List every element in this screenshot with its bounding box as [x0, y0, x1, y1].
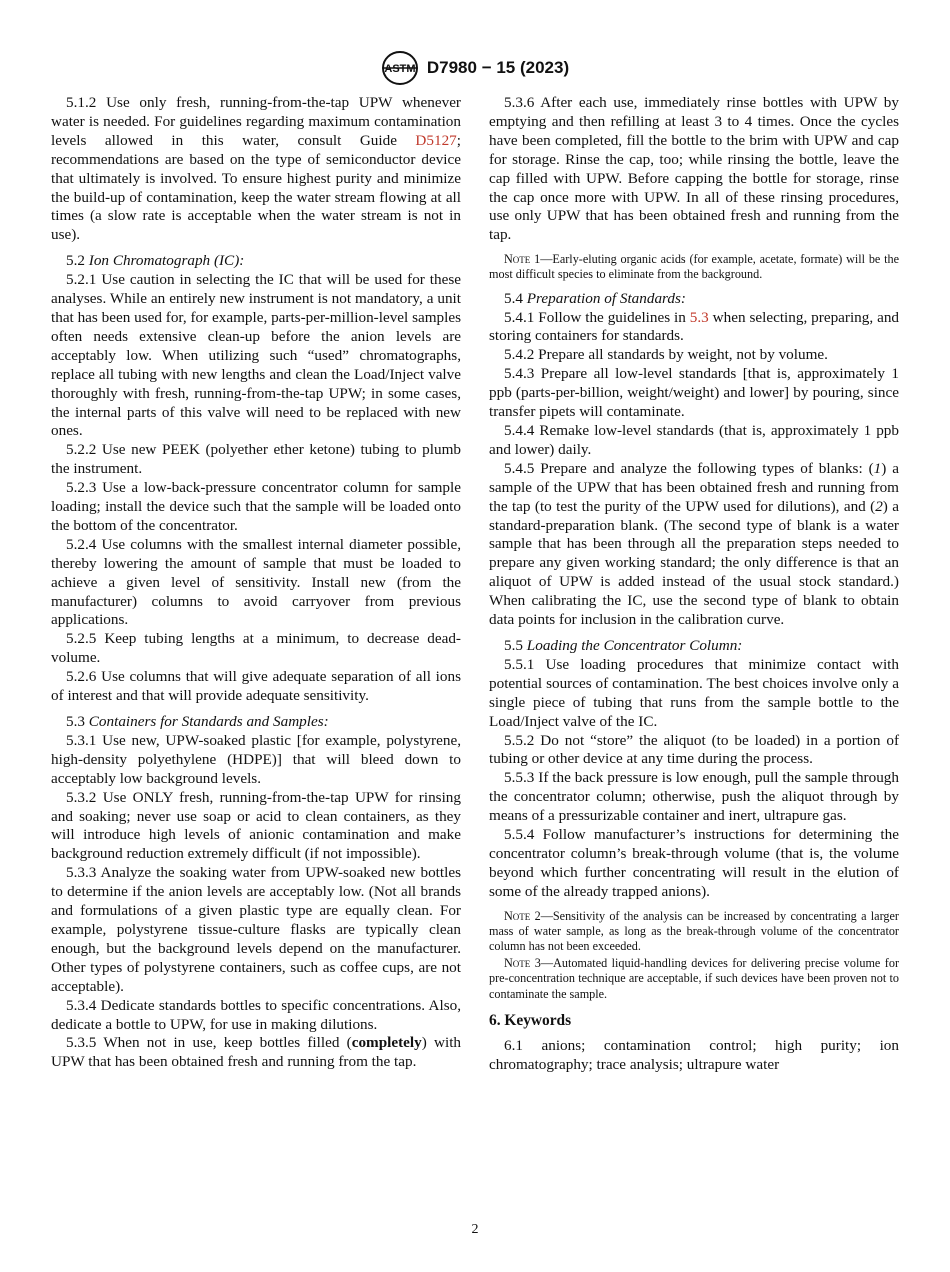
note-2: Note 2—Sensitivity of the analysis can be increased by concentrating a larger mass of water sample, as long as the break-through volume of the concentrator column has not been exceeded. [489, 908, 899, 954]
note-1: Note 1—Early-eluting organic acids (for example, acetate, formate) will be the most difficult species to eliminate from the background. [489, 252, 900, 282]
para-5-4-2: 5.4.2 Prepare all standards by weight, not by volume. [504, 346, 828, 364]
section-5-3-heading: 5.3 Containers for Standards and Samples: [66, 713, 329, 730]
section-5-5-heading: 5.5 Loading the Concentrator Column: [504, 636, 743, 654]
para-5-3-1: 5.3.1 Use new, UPW-soaked plastic [for example, polystyrene, high-density polyethylene (HDPE)] that will bleed down to acceptably low background levels. [51, 731, 461, 787]
para-5-2-2: 5.2.2 Use new PEEK (polyether ether ketone) tubing to plumb the instrument. [51, 441, 461, 478]
para-5-5-3: 5.5.3 If the back pressure is low enough, pull the sample through the concentrator column; otherwise, push the aliquot through by means of a pressurizable container and inert, ultrapure gas. [489, 769, 899, 825]
page-header [0, 50, 950, 86]
para-5-5-4: 5.5.4 Follow manufacturer’s instructions for determining the concentrator column’s break-through volume (that is, the volume beyond which further concentrating will result in the elution of some of the already trapped anions). [489, 826, 899, 900]
link-5-3[interactable]: 5.3 [689, 308, 709, 326]
para-5-5-1: 5.5.1 Use loading procedures that minimize contact with potential sources of contamination. The best choices involve only a single piece of tubing that runs from the sample bottle to the Load/Inject valve of the IC. [489, 655, 899, 730]
para-5-1-2: 5.1.2 Use only fresh, running-from-the-tap UPW whenever water is needed. For guidelines regarding maximum contamination levels allowed in this water, consult Guide D5127; recommendations are based on the type of semiconductor device that ultimately is involved. To ensure highest purity and minimize the build-up of contamination, keep the water stream flowing at all times (a slow rate is acceptable when the water stream is not in use). [51, 94, 461, 244]
logo-text: ASTM [384, 63, 416, 75]
para-5-2-4: 5.2.4 Use columns with the smallest internal diameter possible, thereby lowering the amount of sample that must be loaded to achieve a given level of sensitivity. Install new (from the manufacturer) columns to avoid carryover from previous applications. [51, 535, 461, 629]
left-column [51, 94, 461, 1072]
right-column [489, 94, 899, 1075]
para-5-2-3: 5.2.3 Use a low-back-pressure concentrator column for sample loading; install the device such that the sample will be loaded onto the bottom of the concentrator. [51, 479, 461, 534]
para-5-3-3: 5.3.3 Analyze the soaking water from UPW-soaked new bottles to determine if the anion levels are acceptably low. (Not all brands and formulations of a given plastic type are equally clean. For example, polystyrene tissue-culture flasks are typically clean enough, but the background levels depend on the manufacturer. Other types of polystyrene containers, such as coffee cups, are not acceptable). [51, 864, 461, 995]
link-d5127[interactable]: D5127 [415, 131, 457, 149]
para-5-5-2: 5.5.2 Do not “store” the aliquot (to be loaded) in a portion of tubing or other device at any time during the process. [489, 731, 899, 768]
para-5-4-1: 5.4.1 Follow the guidelines in 5.3 when selecting, preparing, and storing containers for standards. [489, 308, 900, 345]
para-6-1: 6.1 anions; contamination control; high purity; ion chromatography; trace analysis; ultrapure water [489, 1036, 899, 1073]
para-5-4-3: 5.4.3 Prepare all low-level standards [that is, approximately 1 ppb (parts-per-billion, weight/weight) and lower] by pouring, since transfer pipets will contaminate. [489, 365, 899, 421]
para-5-3-2: 5.3.2 Use ONLY fresh, running-from-the-tap UPW for rinsing and soaking; never use soap or acid to clean containers, as they will introduce high levels of anionic contamination and make background reduction extremely difficult (if not impossible). [51, 788, 461, 863]
section-5-4-heading: 5.4 Preparation of Standards: [504, 289, 686, 307]
section-5-2-heading: 5.2 Ion Chromatograph (IC): [66, 252, 245, 270]
para-5-3-5: 5.3.5 When not in use, keep bottles filled (completely) with UPW that has been obtained fresh and running from the tap. [51, 1034, 462, 1071]
para-5-2-6: 5.2.6 Use columns that will give adequate separation of all ions of interest and that will provide adequate sensitivity. [51, 668, 461, 705]
para-5-2-5: 5.2.5 Keep tubing lengths at a minimum, to decrease dead-volume. [51, 630, 461, 667]
astm-logo-icon [381, 50, 419, 86]
keywords-heading: 6. Keywords [489, 1011, 572, 1029]
para-5-4-5: 5.4.5 Prepare and analyze the following types of blanks: (1) a sample of the UPW that has been obtained fresh and running from the tap (to test the purity of the UPW used for dilutions), and (2) a standard-preparation blank. (The second type of blank is a water sample that has been through all the preparation steps needed to prepare any given working standard; the only difference is that an aliquot of UPW is added instead of the usual stock standard.) When calibrating the IC, use the second type of blank to obtain data points for inclusion in the calibration curve. [489, 459, 899, 629]
para-5-4-4: 5.4.4 Remake low-level standards (that is, approximately 1 ppb and lower) daily. [489, 422, 899, 458]
para-5-3-6: 5.3.6 After each use, immediately rinse bottles with UPW by emptying and then refilling at least 3 to 4 times. Once the cycles have been completed, fill the bottle to the brim with UPW and cap for storage. Rinse the cap, too; while rinsing the bottle, leave the cap filled with UPW. Before capping the bottle for storage, rinse the cap once more with UPW. In all of these rinsing procedures, use only UPW that has been obtained fresh and running from the tap. [489, 94, 899, 244]
document-id: D7980 − 15 (2023) [426, 58, 570, 77]
para-5-2-1: 5.2.1 Use caution in selecting the IC that will be used for these analyses. While an entirely new instrument is not mandatory, a unit that has been used for, for example, parts-per-million-level samples often needs extensive clean-up before the anion levels are acceptably low. When utilizing such “used” chromatographs, replace all tubing with new lengths and clean the Load/Inject valve thoroughly with fresh, running-from-the-tap UPW; in some cases, the internal parts of this valve will need to be replaced with new ones. [51, 271, 461, 440]
para-5-3-4: 5.3.4 Dedicate standards bottles to specific concentrations. Also, dedicate a bottle to UPW, for use in making dilutions. [51, 996, 461, 1033]
page-number: 2 [471, 1222, 479, 1237]
note-3: Note 3—Automated liquid-handling devices for delivering precise volume for pre-concentration technique are acceptable, if such devices have been proven not to contaminate the sample. [489, 956, 900, 1001]
